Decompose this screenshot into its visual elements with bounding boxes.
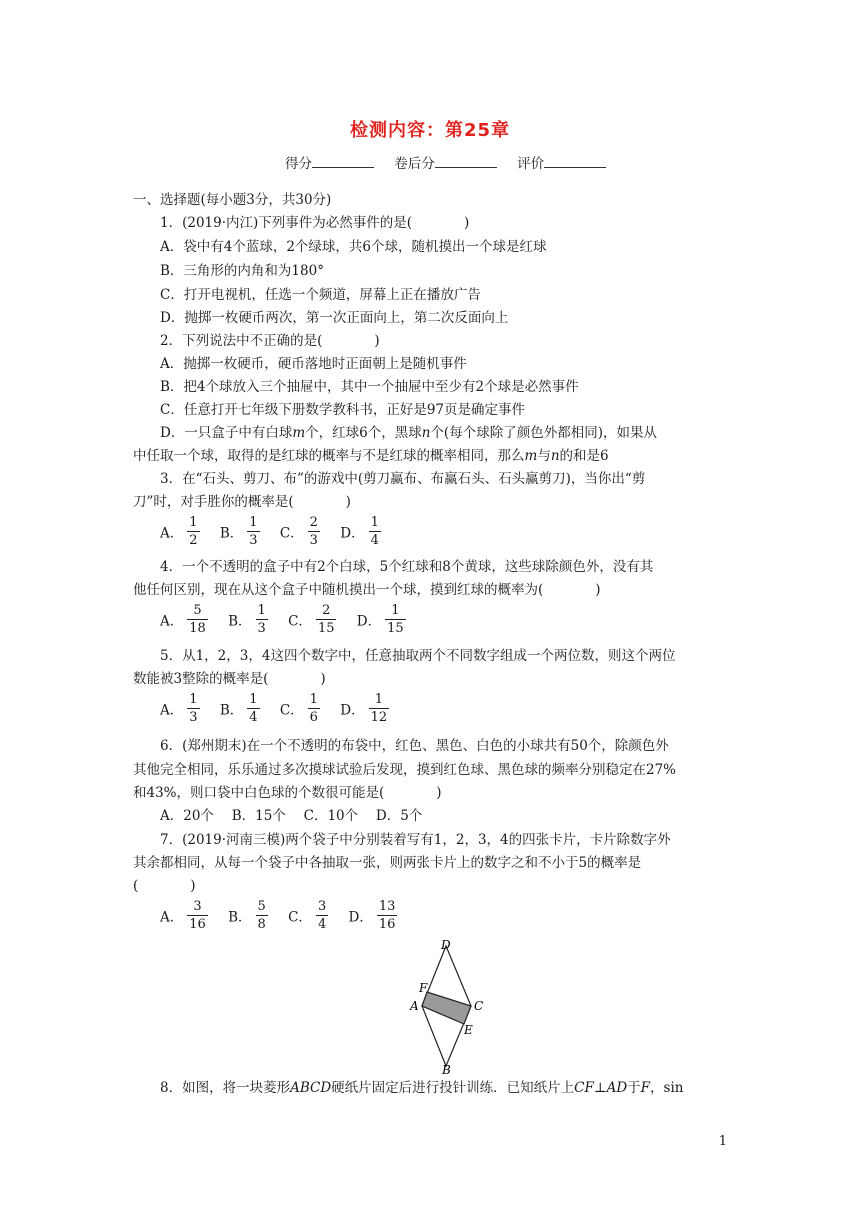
question-2-option-d-line1: D．一只盒子中有白球m个，红球6个，黑球n个(每个球除了颜色外都相同)，如果从 (160, 425, 657, 441)
option-a: A． $\frac{5}{18}$ (160, 603, 206, 636)
label-e: E (464, 1023, 473, 1037)
option-a: A． $\frac{1}{2}$ (160, 515, 198, 548)
option-b: B． $\frac{1}{4}$ (219, 692, 258, 725)
question-1-option-c: C．打开电视机，任选一个频道，屏幕上正在播放广告 (160, 287, 481, 303)
option-d: D． $\frac{13}{16}$ (348, 899, 396, 932)
question-8-line1: 8．如图，将一块菱形ABCD硬纸片固定后进行投针训练．已知纸片上CF⊥AD于F，sin (160, 1080, 684, 1096)
rhombus-figure (400, 938, 490, 1074)
score-label: 得分 (285, 156, 312, 172)
evaluation-label: 评价 (517, 156, 545, 172)
score-line (285, 152, 622, 172)
option-a: A． $\frac{1}{3}$ (160, 692, 198, 725)
option-d: D． $\frac{1}{12}$ (340, 692, 388, 725)
option-d: D． $\frac{1}{15}$ (356, 603, 404, 636)
question-6-options: A．20个 B．15个 C．10个 D．5个 (160, 808, 423, 824)
question-5-line2: 数能被3整除的概率是( ) (133, 671, 326, 687)
paper-score-blank (435, 155, 497, 168)
question-5-options (160, 691, 405, 726)
page-title: 检测内容：第25章 (349, 120, 511, 141)
option-c: C． $\frac{2}{3}$ (279, 515, 318, 548)
score-blank (312, 155, 374, 168)
option-d: D． $\frac{1}{4}$ (340, 515, 379, 548)
section-heading: 一、选择题(每小题3分，共30分) (133, 192, 332, 208)
page-number: 1 (718, 1134, 727, 1149)
question-6-line3: 和43%，则口袋中白色球的个数很可能是( ) (133, 785, 442, 801)
question-7-options (160, 898, 413, 933)
label-f: F (419, 981, 428, 995)
question-7-line1: 7．(2019·河南三模)两个袋子中分别装着写有1，2，3，4的四张卡片，卡片除数字外 (160, 832, 671, 848)
option-b: B． $\frac{5}{8}$ (228, 899, 266, 932)
question-4-line1: 4．一个不透明的盒子中有2个白球，5个红球和8个黄球，这些球除颜色外，没有其 (160, 559, 654, 575)
label-d: D (441, 938, 451, 952)
question-1-stem: 1．(2019·内江)下列事件为必然事件的是( ) (160, 215, 470, 231)
question-6-line1: 6．(郑州期末)在一个不透明的布袋中，红色、黑色、白色的小球共有50个，除颜色外 (160, 738, 669, 754)
question-1-option-b: B．三角形的内角和为180° (160, 263, 324, 279)
question-2-option-b: B．把4个球放入三个抽屉中，其中一个抽屉中至少有2个球是必然事件 (160, 379, 579, 395)
label-a: A (410, 999, 419, 1013)
paper-score-label: 卷后分 (394, 156, 435, 172)
question-2-option-a: A．抛掷一枚硬币，硬币落地时正面朝上是随机事件 (160, 356, 467, 372)
question-4-options (160, 602, 422, 637)
option-c: C． $\frac{3}{4}$ (288, 899, 327, 932)
option-b: B． $\frac{1}{3}$ (219, 515, 258, 548)
option-c: C． $\frac{1}{6}$ (279, 692, 318, 725)
question-5-line1: 5．从1，2，3，4这四个数字中，任意抽取两个不同数字组成一个两位数，则这个两位 (160, 648, 676, 664)
question-6-line2: 其他完全相同，乐乐通过多次摸球试验后发现，摸到红色球、黑色球的频率分别稳定在27% (133, 762, 677, 778)
question-3-line2: 刀”时，对手胜你的概率是( ) (133, 494, 351, 510)
question-2-option-c: C．任意打开七年级下册数学教科书，正好是97页是确定事件 (160, 402, 526, 418)
question-1-option-d: D．抛掷一枚硬币两次，第一次正面向上，第二次反面向上 (160, 310, 509, 326)
question-1-option-a: A．袋中有4个蓝球，2个绿球，共6个球，随机摸出一个球是红球 (160, 239, 547, 255)
question-2-option-d-line2: 中任取一个球，取得的是红球的概率与不是红球的概率相同，那么m与n的和是6 (133, 448, 609, 464)
question-7-line2: 其余都相同，从每一个袋子中各抽取一张，则两张卡片上的数字之和不小于5的概率是 (133, 855, 642, 871)
question-7-line3: ( ) (133, 878, 196, 894)
shaded-rectangle (422, 992, 471, 1024)
question-3-line1: 3．在“石头、剪刀、布”的游戏中(剪刀赢布、布赢石头、石头赢剪刀)，当你出“剪 (160, 471, 646, 487)
question-4-line2: 他任何区别，现在从这个盒子中随机摸出一个球，摸到红球的概率为( ) (133, 582, 601, 598)
question-3-options (160, 514, 397, 549)
option-b: B． $\frac{1}{3}$ (228, 603, 266, 636)
label-b: B (442, 1063, 451, 1074)
question-2-stem: 2．下列说法中不正确的是( ) (160, 333, 380, 349)
label-c: C (474, 999, 484, 1013)
option-c: C． $\frac{2}{15}$ (288, 603, 335, 636)
option-a: A． $\frac{3}{16}$ (160, 899, 206, 932)
evaluation-blank (544, 155, 606, 168)
